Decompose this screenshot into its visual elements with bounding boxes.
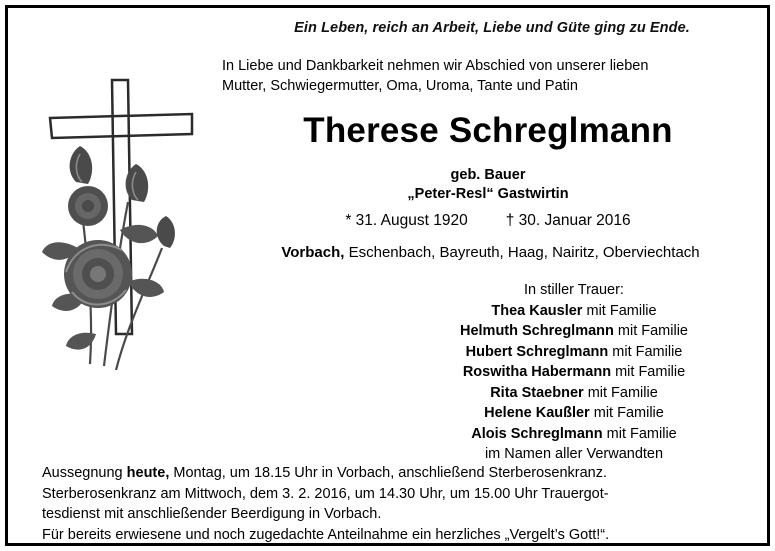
mourner-suffix: mit Familie (615, 364, 686, 380)
places-line (208, 244, 770, 261)
funeral-notice (42, 463, 748, 545)
notice-line-1-pre: Aussegnung (42, 465, 127, 481)
rose-blossom (64, 240, 132, 308)
list-item (374, 424, 770, 445)
list-item (374, 342, 770, 363)
deceased-name: Therese Schreglmann (303, 111, 673, 150)
mourners-block (374, 280, 770, 465)
maiden-name: geb. Bauer (450, 167, 526, 183)
rose-blossom-secondary (68, 186, 108, 226)
home-place: Vorbach, (281, 244, 345, 261)
notice-line-3: tesdienst mit anschließender Beerdigung in Vorbach. (42, 506, 382, 522)
mourner-name: Helmuth Schreglmann (459, 323, 614, 339)
list-item (374, 362, 770, 383)
death-date: † 30. Januar 2016 (505, 212, 631, 229)
birth-date: * 31. August 1920 (345, 212, 468, 229)
notice-line-2: Sterberosenkranz am Mittwoch, dem 3. 2. 2016, um 14.30 Uhr, um 15.00 Uhr Trauergot- (42, 485, 609, 502)
epithet: „Peter-Resl“ Gastwirtin (407, 186, 569, 202)
epitaph-line: Ein Leben, reich an Arbeit, Liebe und Güte ging zu Ende. (294, 20, 690, 36)
mourner-suffix: mit Familie (606, 425, 677, 442)
other-places: Eschenbach, Bayreuth, Haag, Nairitz, Oberviechtach (348, 244, 700, 261)
intro-line-2: Mutter, Schwiegermutter, Oma, Uroma, Tante und Patin (222, 78, 578, 94)
mourner-suffix: mit Familie (612, 343, 683, 360)
mourner-suffix: mit Familie (587, 384, 658, 401)
life-dates (208, 212, 768, 230)
mourner-name: Thea Kausler (491, 302, 583, 319)
obituary-frame (5, 5, 770, 546)
mourner-name: Alois Schreglmann (471, 425, 603, 442)
mourner-name: Hubert Schreglmann (465, 343, 609, 360)
mourner-suffix: mit Familie (617, 323, 688, 339)
list-item (374, 321, 770, 342)
mourner-name: Rita Staebner (490, 384, 584, 401)
intro-text (222, 56, 770, 96)
list-item (374, 403, 770, 424)
mourner-suffix: mit Familie (586, 302, 657, 319)
list-item (374, 301, 770, 322)
intro-line-1: In Liebe und Dankbarkeit nehmen wir Abschied von unserer lieben (222, 58, 649, 74)
deceased-subtitles (208, 166, 768, 204)
mourners-closing: im Namen aller Verwandten (484, 446, 664, 462)
mourner-name: Roswitha Habermann (462, 364, 612, 380)
mourner-name: Helene Kaußler (484, 405, 590, 421)
list-item (374, 383, 770, 404)
notice-line-1 (42, 463, 748, 484)
mourner-suffix: mit Familie (593, 405, 664, 421)
notice-line-4: Für bereits erwiesene und noch zugedachte Anteilnahme ein herzliches „Vergelt’s Gott!“. (42, 526, 610, 543)
mourners-header: In stiller Trauer: (524, 282, 624, 298)
notice-line-1-post: Montag, um 18.15 Uhr in Vorbach, anschließend Sterberosenkranz. (169, 465, 608, 481)
notice-highlight: heute, (126, 465, 170, 481)
cross-with-roses-illustration (16, 34, 206, 394)
